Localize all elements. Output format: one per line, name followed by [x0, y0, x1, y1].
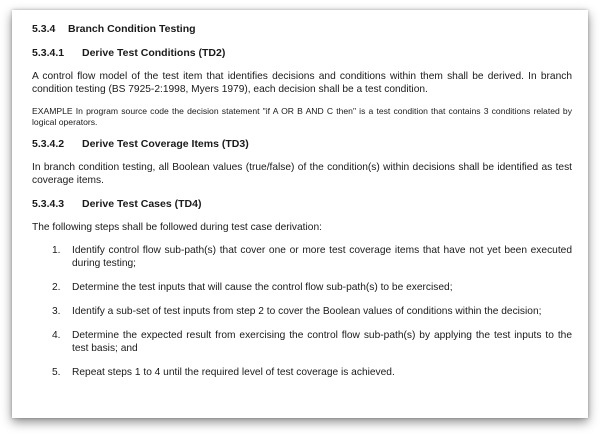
step-number: 3.: [52, 306, 61, 317]
step-text: Identify a sub-set of test inputs from step 2 to cover the Boolean values of conditions within the decision;: [72, 306, 542, 317]
section-number: 5.3.4: [32, 23, 56, 35]
step-text: Determine the expected result from exercising the control flow sub-path(s) by applying the test inputs to the test basis; and: [72, 330, 572, 354]
step-number: 5.: [52, 367, 61, 378]
step-text: Repeat steps 1 to 4 until the required level of test coverage is achieved.: [72, 367, 395, 378]
step-number: 4.: [52, 330, 61, 341]
document-content: [32, 22, 572, 390]
step-text: Determine the test inputs that will cause the control flow sub-path(s) to be exercised;: [72, 282, 453, 293]
steps-list: [32, 244, 572, 379]
paragraph-coverage-items: In branch condition testing, all Boolean values (true/false) of the condition(s) within decisions shall be identified as test coverage items.: [32, 162, 572, 186]
document-page: [12, 10, 588, 418]
subsection-heading-1: [32, 46, 572, 60]
section-title: Branch Condition Testing: [68, 23, 196, 35]
list-item: [32, 305, 572, 318]
paragraph-test-conditions: A control flow model of the test item that identifies decisions and conditions within them shall be derived. In branch condition testing (BS 7925-2:1998, Myers 1979), each decision shall be a test condition.: [32, 71, 572, 95]
step-number: 1.: [52, 245, 61, 256]
subsection-title-3: Derive Test Cases (TD4): [82, 198, 202, 210]
list-item: [32, 366, 572, 379]
paragraph-steps-intro: The following steps shall be followed during test case derivation:: [32, 222, 322, 233]
section-heading: [32, 22, 572, 36]
subsection-title-1: Derive Test Conditions (TD2): [82, 47, 226, 59]
example-note: EXAMPLE In program source code the decision statement "if A OR B AND C then" is a test condition that contains 3 conditions related by logical operators.: [32, 106, 572, 127]
list-item: [32, 329, 572, 355]
subsection-title-2: Derive Test Coverage Items (TD3): [82, 138, 249, 150]
list-item: [32, 244, 572, 270]
step-text: Identify control flow sub-path(s) that cover one or more test coverage items that have not yet been executed during testing;: [72, 245, 572, 269]
step-number: 2.: [52, 282, 61, 293]
subsection-heading-3: [32, 197, 572, 211]
subsection-number-3: 5.3.4.3: [32, 198, 65, 210]
list-item: [32, 281, 572, 294]
subsection-number-2: 5.3.4.2: [32, 138, 65, 150]
subsection-heading-2: [32, 137, 572, 151]
subsection-number-1: 5.3.4.1: [32, 47, 65, 59]
